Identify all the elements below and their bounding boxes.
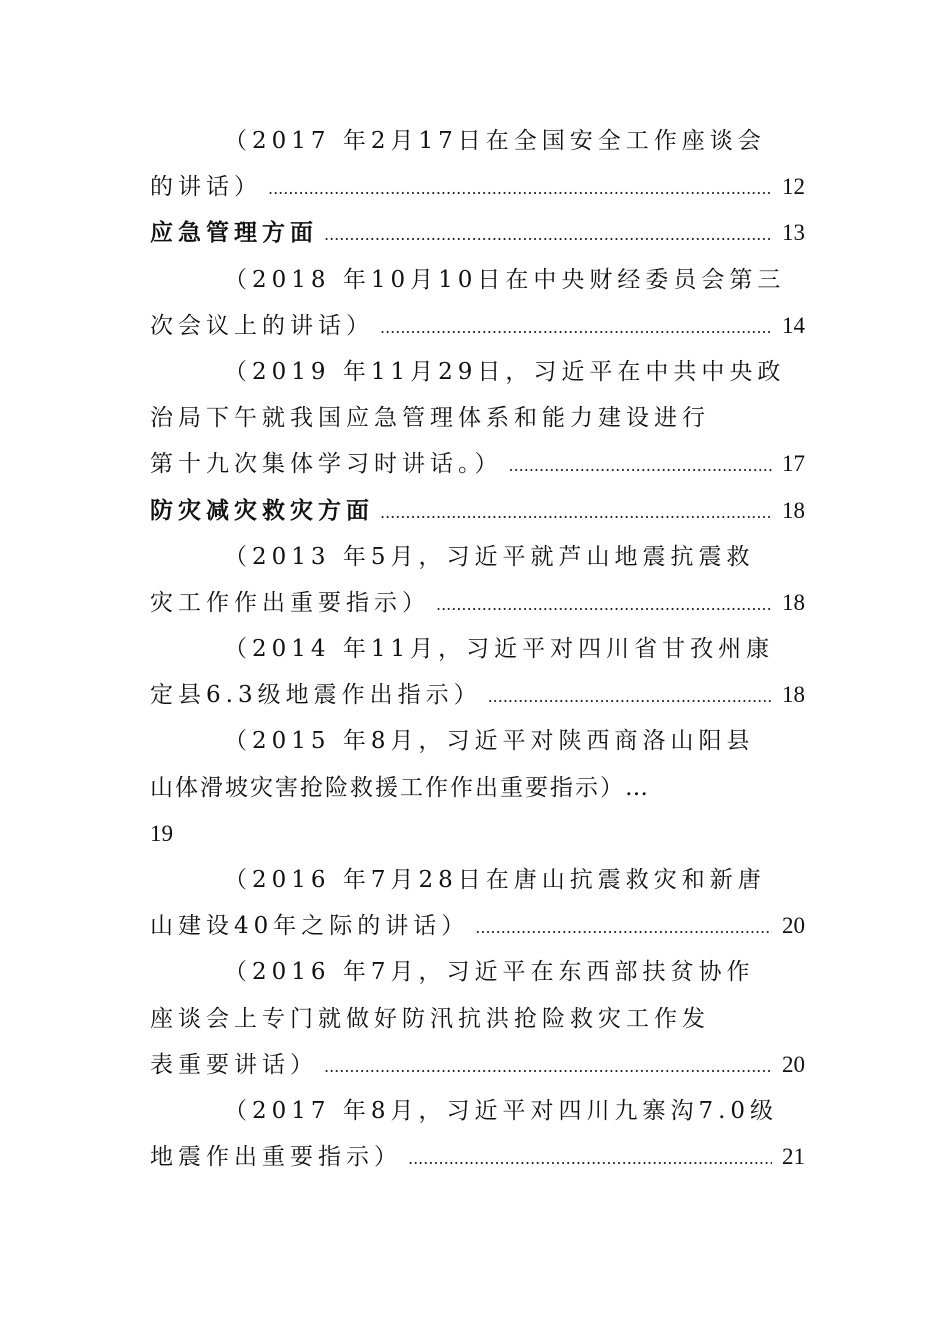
toc-entry-line	[150, 164, 805, 210]
section-heading-text: 应急管理方面	[150, 219, 318, 247]
toc-section-heading	[150, 210, 805, 256]
toc-entry-text: （2013 年5月，习近平就芦山地震抗震救	[224, 543, 755, 570]
toc-entry-line	[150, 257, 805, 303]
toc-entry-text: 治局下午就我国应急管理体系和能力建设进行	[150, 405, 710, 432]
toc-entry-line	[150, 1088, 805, 1134]
toc-page-number: 21	[782, 1144, 805, 1170]
dot-leader	[380, 305, 772, 351]
toc-page-number: 17	[782, 451, 805, 477]
toc-entry-text: （2014 年11月，习近平对四川省甘孜州康	[224, 636, 775, 663]
toc-entry-line	[150, 1134, 805, 1180]
dot-leader	[488, 674, 772, 720]
dot-leader	[380, 490, 772, 536]
toc-entry-text: 灾工作作出重要指示）	[150, 589, 430, 616]
toc-page-number: 19	[150, 820, 173, 846]
toc-entry-line	[150, 534, 805, 580]
toc-entry-line	[150, 811, 805, 857]
toc-entry-line	[150, 303, 805, 349]
toc-entry-line	[150, 395, 805, 441]
dot-leader	[509, 443, 773, 489]
toc-entry-text: 座谈会上专门就做好防汛抗洪抢险救灾工作发	[150, 1005, 710, 1032]
toc-entry-text: 山体滑坡灾害抢险救援工作作出重要指示）…	[150, 774, 650, 801]
toc-entry-text: （2019 年11月29日，习近平在中共中央政	[224, 358, 786, 385]
dot-leader	[436, 582, 772, 628]
toc-section-heading	[150, 488, 805, 534]
dot-leader	[324, 212, 772, 258]
toc-entry-text: （2015 年8月，习近平对陕西商洛山阳县	[224, 728, 755, 755]
toc-entry-line	[150, 718, 805, 764]
toc-entry-line	[150, 672, 805, 718]
dot-leader	[408, 1136, 772, 1182]
toc-entry-line	[150, 1042, 805, 1088]
toc-entry-text: 第十九次集体学习时讲话。）	[150, 451, 503, 478]
toc-entry-line	[150, 626, 805, 672]
toc-entry-text: 定县6.3级地震作出指示）	[150, 682, 482, 709]
toc-entry-text: （2016 年7月28日在唐山抗震救灾和新唐	[224, 867, 766, 893]
toc-entry-text: 地震作出重要指示）	[150, 1144, 402, 1171]
toc-entry-line	[150, 903, 805, 949]
toc-page-number: 18	[782, 497, 805, 523]
toc-entry-text: （2018 年10月10日在中央财经委员会第三	[224, 266, 786, 293]
toc-entry-line	[150, 441, 805, 487]
toc-entry-text: （2016 年7月，习近平在东西部扶贫协作	[224, 959, 755, 986]
table-of-contents	[150, 118, 805, 1180]
dot-leader	[324, 1044, 772, 1090]
toc-entry-line	[150, 118, 805, 164]
toc-entry-text: 的讲话）	[150, 174, 262, 201]
toc-page-number: 20	[782, 913, 805, 939]
toc-page-number: 13	[782, 220, 805, 246]
toc-page-number: 14	[782, 312, 805, 338]
toc-page-number: 18	[782, 682, 805, 708]
section-heading-text: 防灾减灾救灾方面	[150, 496, 374, 524]
toc-entry-line	[150, 857, 805, 903]
toc-entry-text: 次会议上的讲话）	[150, 312, 374, 339]
toc-entry-line	[150, 949, 805, 995]
toc-entry-text: （2017 年8月，习近平对四川九寨沟7.0级	[224, 1097, 779, 1124]
toc-page-number: 20	[782, 1051, 805, 1077]
toc-page-number: 12	[782, 174, 805, 200]
toc-entry-line	[150, 580, 805, 626]
toc-page-number: 18	[782, 589, 805, 615]
toc-entry-line	[150, 765, 805, 811]
toc-entry-text: 山建设40年之际的讲话）	[150, 913, 470, 940]
toc-entry-line	[150, 996, 805, 1042]
toc-entry-line	[150, 349, 805, 395]
toc-entry-text: （2017 年2月17日在全国安全工作座谈会	[224, 128, 766, 154]
dot-leader	[268, 166, 772, 212]
dot-leader	[475, 905, 772, 951]
toc-entry-text: 表重要讲话）	[150, 1051, 318, 1078]
